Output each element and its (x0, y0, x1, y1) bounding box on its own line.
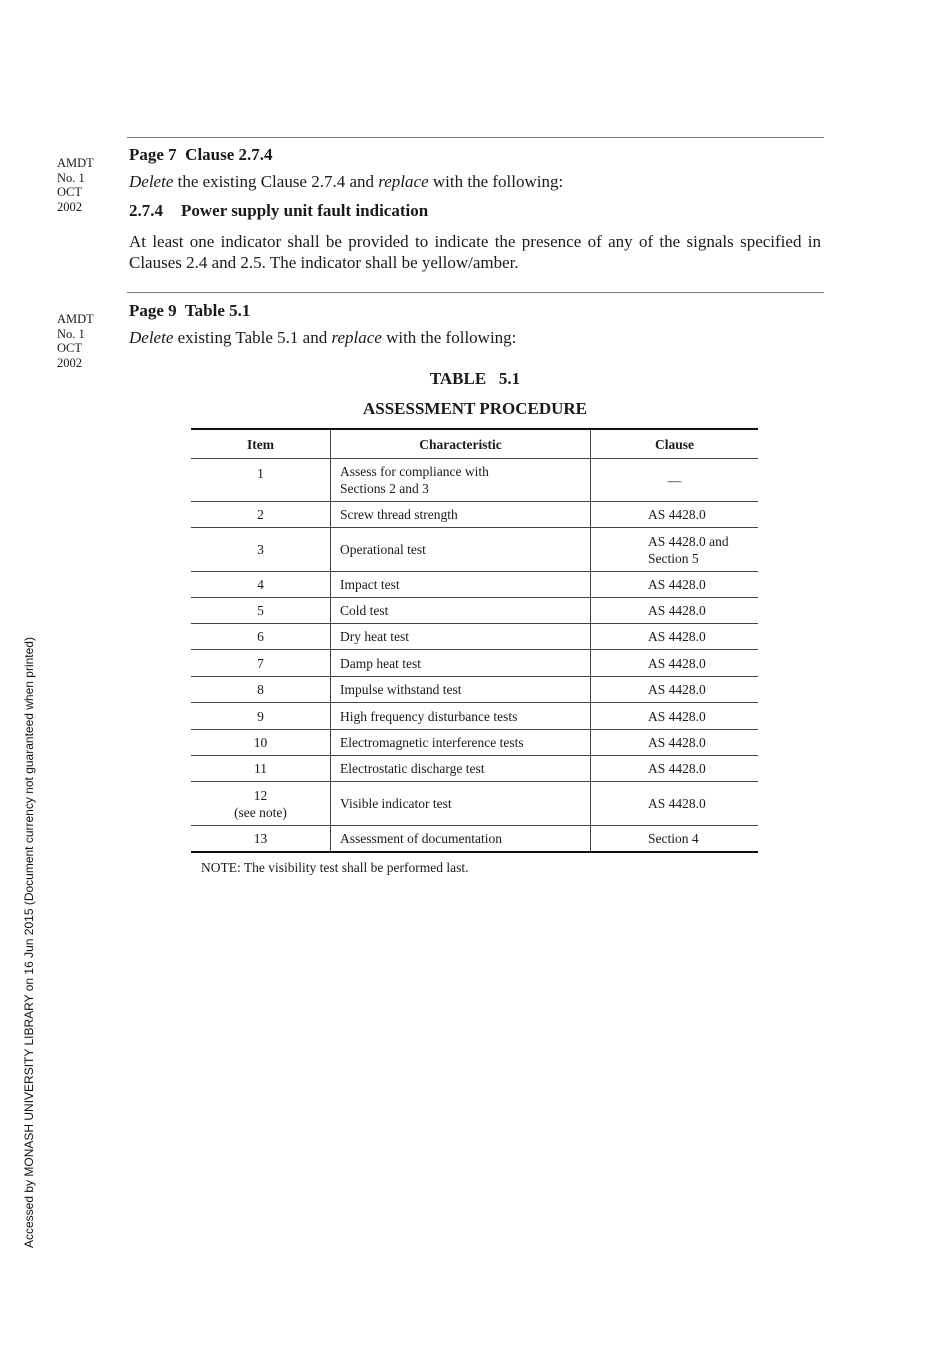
item-cell: 5 (191, 598, 331, 624)
characteristic-cell: Electrostatic discharge test (331, 756, 591, 782)
characteristic-cell: Cold test (331, 598, 591, 624)
margin-year: 2002 (57, 199, 82, 214)
margin-label: AMDT (57, 156, 94, 170)
divider-rule-2 (127, 292, 824, 293)
table-note: NOTE: The visibility test shall be performed last. (201, 860, 469, 875)
item-cell: 10 (191, 730, 331, 756)
table-subtitle: ASSESSMENT PROCEDURE (362, 399, 588, 418)
table-row (191, 459, 758, 502)
cell-line: (see note) (234, 804, 287, 820)
characteristic-cell: Screw thread strength (331, 502, 591, 528)
amendment-instruction (129, 172, 821, 192)
column-header-clause: Clause (591, 429, 759, 459)
amendment-margin-note-2 (57, 312, 94, 370)
access-watermark-text: Accessed by MONASH UNIVERSITY LIBRARY on 16 Jun 2015 (Document currency not guaranteed when printed) (22, 637, 36, 1248)
amendment-block-1 (129, 145, 821, 273)
margin-year: 2002 (57, 355, 82, 370)
clause-cell: Section 4 (648, 830, 699, 846)
table-row (191, 677, 758, 703)
item-cell: 6 (191, 624, 331, 650)
table-row (191, 756, 758, 782)
item-cell: 13 (253, 830, 268, 846)
instruction-text: with the following: (428, 172, 564, 191)
column-header-item: Item (191, 429, 331, 459)
instruction-text: with the following: (381, 328, 517, 347)
characteristic-cell: Electromagnetic interference tests (331, 730, 591, 756)
instruction-text: existing Table 5.1 and (173, 328, 332, 347)
cell-line: Assess for compliance with (340, 464, 489, 479)
item-cell: 4 (191, 572, 331, 598)
clause-paragraph: At least one indicator shall be provided to indicate the presence of any of the signals specified in Clauses 2.4 and 2.5. The indicator shall be yellow/amber. (129, 232, 821, 272)
margin-month: OCT (57, 185, 82, 199)
cell-line: AS 4428.0 and (648, 533, 729, 549)
instruction-verb: Delete (129, 328, 174, 347)
item-cell: 7 (191, 650, 331, 677)
item-cell: 3 (191, 528, 331, 572)
table-row (191, 502, 758, 528)
clause-cell: — (591, 459, 759, 502)
margin-label: AMDT (57, 312, 94, 326)
table-row (191, 703, 758, 730)
clause-cell: AS 4428.0 (591, 782, 759, 826)
assessment-procedure-table (191, 428, 758, 853)
characteristic-cell: Impulse withstand test (331, 677, 591, 703)
clause-cell: AS 4428.0 (591, 730, 759, 756)
table-row (191, 782, 758, 826)
table-row (191, 650, 758, 677)
clause-cell: AS 4428.0 (591, 650, 759, 677)
clause-cell: AS 4428.0 (591, 502, 759, 528)
clause-cell: AS 4428.0 (591, 677, 759, 703)
item-cell: 11 (191, 756, 331, 782)
clause-cell: AS 4428.0 (591, 598, 759, 624)
cell-line: 12 (253, 787, 268, 803)
margin-month: OCT (57, 341, 82, 355)
clause-cell (591, 528, 759, 572)
table-header-row (191, 429, 758, 459)
clause-cell: AS 4428.0 (591, 624, 759, 650)
item-cell: 2 (191, 502, 331, 528)
clause-title: Power supply unit fault indication (181, 201, 429, 220)
clause-cell: AS 4428.0 (591, 756, 759, 782)
instruction-verb: Delete (129, 172, 174, 191)
clause-cell: AS 4428.0 (591, 572, 759, 598)
divider-rule-1 (127, 137, 824, 138)
clause-cell: AS 4428.0 (591, 703, 759, 730)
instruction-verb: replace (378, 172, 429, 191)
item-cell: 9 (191, 703, 331, 730)
amendment-block-2 (129, 301, 821, 348)
table-row (191, 598, 758, 624)
characteristic-cell: Visible indicator test (331, 782, 591, 826)
characteristic-cell: Dry heat test (331, 624, 591, 650)
item-cell: 1 (191, 459, 331, 502)
cell-line: Sections 2 and 3 (340, 481, 429, 496)
instruction-text: the existing Clause 2.7.4 and (173, 172, 379, 191)
characteristic-cell: Assessment of documentation (331, 826, 591, 852)
table-row (191, 572, 758, 598)
clause-heading (129, 201, 821, 221)
characteristic-cell: Operational test (331, 528, 591, 572)
table-row (191, 730, 758, 756)
characteristic-cell (331, 459, 591, 502)
characteristic-cell: Impact test (331, 572, 591, 598)
amendment-heading: Page 7 Clause 2.7.4 (129, 145, 273, 164)
margin-number: No. 1 (57, 326, 85, 341)
characteristic-cell: Damp heat test (331, 650, 591, 677)
instruction-verb: replace (331, 328, 382, 347)
item-cell: 8 (191, 677, 331, 703)
amendment-heading: Page 9 Table 5.1 (129, 301, 251, 320)
table-title: TABLE 5.1 (429, 369, 521, 388)
clause-number: 2.7.4 (129, 201, 163, 220)
amendment-instruction (129, 328, 821, 348)
column-header-characteristic: Characteristic (331, 429, 591, 459)
characteristic-cell: High frequency disturbance tests (331, 703, 591, 730)
item-cell (191, 782, 331, 826)
margin-number: No. 1 (57, 170, 85, 185)
table-row (191, 624, 758, 650)
cell-line: Section 5 (648, 550, 699, 566)
amendment-margin-note-1 (57, 156, 94, 214)
table-row (191, 826, 758, 852)
table-row (191, 528, 758, 572)
